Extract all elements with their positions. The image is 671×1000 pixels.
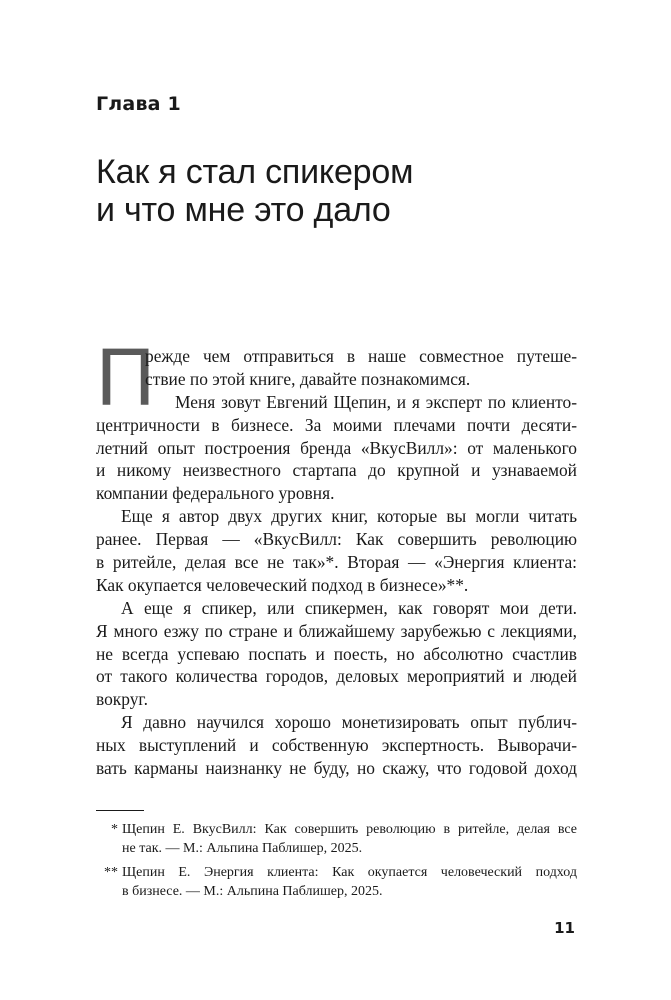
text-line: от такого количества городов, деловых мероприятий и людей <box>96 666 577 687</box>
text-line: ствие по этой книге, давайте познакомимся. <box>145 368 471 389</box>
footnote-line: Щепин Е. Энергия клиента: Как окупается человеческий подход <box>122 865 577 881</box>
footnote-line: в бизнесе. — М.: Альпина Паблишер, 2025. <box>122 884 383 900</box>
text-line: Я давно научился хорошо монетизировать опыт публич- <box>121 712 577 733</box>
chapter-title-line: и что мне это дало <box>96 191 391 229</box>
text-line: А еще я спикер, или спикермен, как говорят мои дети. <box>121 597 577 618</box>
text-line: Как окупается человеческий подход в бизнесе»**. <box>96 574 469 595</box>
text-line: ных выступлений и собственную экспертность. Выворачи- <box>96 735 577 756</box>
text-line: в ритейле, делая все не так»*. Вторая — «Энергия клиента: <box>96 552 577 573</box>
text-line: вокруг. <box>96 689 148 710</box>
footnote-mark: * <box>111 822 118 837</box>
text-line: Я много езжу по стране и ближайшему зарубежью с лекциями, <box>96 620 577 641</box>
chapter-label: Глава 1 <box>96 93 181 115</box>
text-line: вать карманы наизнанку не буду, но скажу, что годовой доход <box>96 758 577 779</box>
text-line: режде чем отправиться в наше совместное путеше- <box>145 346 577 366</box>
drop-cap: П <box>96 332 155 423</box>
body-text <box>96 345 577 780</box>
text-line: летний опыт построения бренда «ВкусВилл»: от маленького <box>96 437 577 458</box>
footnote-line: Щепин Е. ВкусВилл: Как совершить революцию в ритейле, делая все <box>122 822 577 837</box>
text-line: и никому неизвестного стартапа до крупной и узнаваемой <box>96 460 577 481</box>
chapter-title-line: Как я стал спикером <box>96 153 414 191</box>
footnote-divider <box>96 810 144 811</box>
chapter-title <box>96 153 413 229</box>
footnote-mark: ** <box>104 865 118 881</box>
footnotes <box>96 821 577 908</box>
text-line: не всегда успеваю поспать и поесть, но абсолютно счастлив <box>96 643 577 664</box>
text-line: Еще я автор двух других книг, которые вы могли читать <box>121 506 577 527</box>
footnote-line: не так. — М.: Альпина Паблишер, 2025. <box>122 840 363 856</box>
footnote <box>96 821 577 858</box>
text-line: Меня зовут Евгений Щепин, и я эксперт по клиенто- <box>175 391 577 412</box>
text-line: компании федерального уровня. <box>96 483 335 504</box>
text-line: ранее. Первая — «ВкусВилл: Как совершить революцию <box>96 529 577 550</box>
page-number: 11 <box>554 919 575 937</box>
footnote <box>96 864 577 901</box>
text-line: центричности в бизнесе. За моими плечами почти десяти- <box>96 414 577 435</box>
